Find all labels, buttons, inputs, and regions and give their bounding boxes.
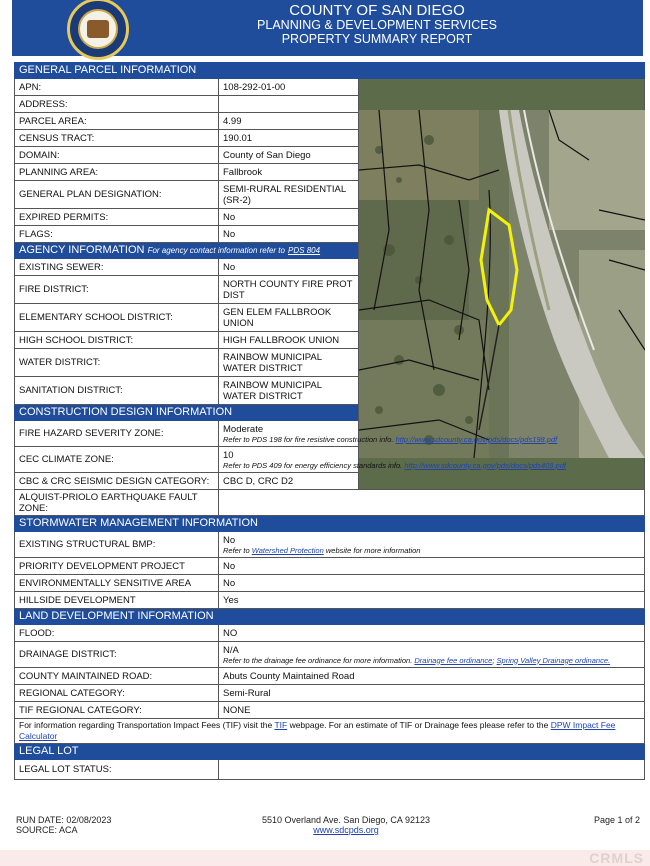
tif-note-mid: webpage. For an estimate of TIF or Drainage fees please refer to the xyxy=(289,720,549,730)
page-number: Page 1 of 2 xyxy=(593,815,640,825)
fire-district-value: NORTH COUNTY FIRE PROT DIST xyxy=(219,276,359,304)
section-stormwater: STORMWATER MANAGEMENT INFORMATION xyxy=(15,516,645,532)
priority-project-label: PRIORITY DEVELOPMENT PROJECT xyxy=(15,558,219,575)
sanitation-district-label: SANITATION DISTRICT: xyxy=(15,377,219,405)
table-row xyxy=(15,719,645,744)
pds-409-link[interactable]: http://www.sdcounty.ca.gov/pds/docs/pds409.pdf xyxy=(404,460,566,470)
crmls-watermark: CRMLS xyxy=(589,850,644,866)
report-header xyxy=(12,0,643,56)
hillside-value: Yes xyxy=(219,592,645,609)
domain-value: County of San Diego xyxy=(219,147,359,164)
seismic-value: CBC D, CRC D2 xyxy=(219,473,645,490)
table-row xyxy=(15,473,645,490)
table-row xyxy=(15,592,645,609)
dpw-calculator-link[interactable]: DPW Impact Fee Calculator xyxy=(19,720,616,741)
office-address: 5510 Overland Ave. San Diego, CA 92123 xyxy=(262,815,430,825)
domain-label: DOMAIN: xyxy=(15,147,219,164)
bmp-note-pre: Refer to xyxy=(223,545,250,555)
flood-label: FLOOD: xyxy=(15,625,219,642)
sensitive-area-label: ENVIRONMENTALLY SENSITIVE AREA xyxy=(15,575,219,592)
county-road-value: Abuts County Maintained Road xyxy=(219,668,645,685)
parcel-area-value: 4.99 xyxy=(219,113,359,130)
seismic-label: CBC & CRC SEISMIC DESIGN CATEGORY: xyxy=(15,473,219,490)
pds-198-link[interactable]: http://www.sdcounty.ca.gov/pds/docs/pds198.pdf xyxy=(395,434,558,444)
parcel-area-label: PARCEL AREA: xyxy=(15,113,219,130)
header-line-1: COUNTY OF SAN DIEGO xyxy=(289,2,465,19)
table-row xyxy=(15,702,645,719)
source: SOURCE: ACA xyxy=(16,825,78,835)
county-seal-logo xyxy=(67,0,129,60)
fire-hazard-value: Moderate xyxy=(223,423,264,435)
planning-area-value: Fallbrook xyxy=(219,164,359,181)
table-row xyxy=(15,575,645,592)
spring-valley-link[interactable]: Spring Valley Drainage ordinance. xyxy=(496,655,611,665)
table-row xyxy=(15,685,645,702)
run-date: RUN DATE: 02/08/2023 xyxy=(16,815,112,825)
agency-section-title: AGENCY INFORMATION xyxy=(19,244,145,256)
watershed-protection-link[interactable]: Watershed Protection xyxy=(251,545,324,555)
drainage-fee-link[interactable]: Drainage fee ordinance xyxy=(414,655,493,665)
bmp-value: No xyxy=(223,534,236,546)
bmp-note-post: website for more information xyxy=(325,545,421,555)
county-road-label: COUNTY MAINTAINED ROAD: xyxy=(15,668,219,685)
water-district-value: RAINBOW MUNICIPAL WATER DISTRICT xyxy=(219,349,359,377)
header-title xyxy=(162,2,592,46)
census-tract-value: 190.01 xyxy=(219,130,359,147)
elementary-district-label: ELEMENTARY SCHOOL DISTRICT: xyxy=(15,304,219,332)
flags-value: No xyxy=(219,226,359,243)
table-row xyxy=(15,490,645,516)
section-land-development: LAND DEVELOPMENT INFORMATION xyxy=(15,609,645,625)
general-plan-label: GENERAL PLAN DESIGNATION: xyxy=(15,181,219,209)
header-line-2: PLANNING & DEVELOPMENT SERVICES xyxy=(257,18,497,32)
cec-climate-note: Refer to PDS 409 for energy efficiency standards info. xyxy=(223,460,403,470)
planning-area-label: PLANNING AREA: xyxy=(15,164,219,181)
bottom-band xyxy=(0,850,650,866)
elementary-district-value: GEN ELEM FALLBROOK UNION xyxy=(219,304,359,332)
sewer-value: No xyxy=(219,259,359,276)
cec-climate-value: 10 xyxy=(223,449,234,461)
legal-lot-status-label: LEGAL LOT STATUS: xyxy=(15,760,219,780)
cec-climate-label: CEC CLIMATE ZONE: xyxy=(15,447,219,473)
fault-zone-value xyxy=(219,490,645,516)
high-school-district-value: HIGH FALLBROOK UNION xyxy=(219,332,359,349)
parcel-map[interactable] xyxy=(359,79,645,490)
table-row xyxy=(15,760,645,780)
table-row xyxy=(15,668,645,685)
tif-category-label: TIF REGIONAL CATEGORY: xyxy=(15,702,219,719)
regional-category-label: REGIONAL CATEGORY: xyxy=(15,685,219,702)
hillside-label: HILLSIDE DEVELOPMENT xyxy=(15,592,219,609)
pds-804-link[interactable]: PDS 804 xyxy=(288,246,321,255)
general-plan-value: SEMI-RURAL RESIDENTIAL (SR-2) xyxy=(219,181,359,209)
high-school-district-label: HIGH SCHOOL DISTRICT: xyxy=(15,332,219,349)
fire-hazard-label: FIRE HAZARD SEVERITY ZONE: xyxy=(15,421,219,447)
table-row xyxy=(15,558,645,575)
table-row xyxy=(15,625,645,642)
address-label: ADDRESS: xyxy=(15,96,219,113)
tif-link[interactable]: TIF xyxy=(274,720,288,730)
sanitation-district-value: RAINBOW MUNICIPAL WATER DISTRICT xyxy=(219,377,359,405)
expired-permits-value: No xyxy=(219,209,359,226)
flood-value: NO xyxy=(219,625,645,642)
census-tract-label: CENSUS TRACT: xyxy=(15,130,219,147)
tif-note-pre: For information regarding Transportation Impact Fees (TIF) visit the xyxy=(19,720,273,730)
aerial-map-image xyxy=(359,110,645,458)
fault-zone-label: ALQUIST-PRIOLO EARTHQUAKE FAULT ZONE: xyxy=(15,490,219,516)
drainage-value: N/A xyxy=(223,644,239,656)
table-row: DRAINAGE DISTRICT: N/A Refer to the drainage fee ordinance for more information. Drainage fee ordinance; Spring Valley Drainage ordinance. xyxy=(15,642,645,668)
address-value xyxy=(219,96,359,113)
section-general-parcel: GENERAL PARCEL INFORMATION xyxy=(15,63,645,79)
sensitive-area-value: No xyxy=(219,575,645,592)
header-line-3: PROPERTY SUMMARY REPORT xyxy=(281,31,473,46)
bmp-label: EXISTING STRUCTURAL BMP: xyxy=(15,532,219,558)
regional-category-value: Semi-Rural xyxy=(219,685,645,702)
table-row xyxy=(15,532,645,558)
expired-permits-label: EXPIRED PERMITS: xyxy=(15,209,219,226)
fire-district-label: FIRE DISTRICT: xyxy=(15,276,219,304)
legal-lot-status-value xyxy=(219,760,645,780)
website-link[interactable]: www.sdcpds.org xyxy=(313,825,379,835)
flags-label: FLAGS: xyxy=(15,226,219,243)
agency-section-note: For agency contact information refer to xyxy=(147,246,285,255)
fire-hazard-note: Refer to PDS 198 for fire resistive construction info. xyxy=(223,434,394,444)
sewer-label: EXISTING SEWER: xyxy=(15,259,219,276)
drainage-label: DRAINAGE DISTRICT: xyxy=(15,642,219,668)
property-summary-table xyxy=(14,62,644,780)
apn-label: APN: xyxy=(15,79,219,96)
section-legal-lot: LEGAL LOT xyxy=(15,744,645,760)
priority-project-value: No xyxy=(219,558,645,575)
tif-category-value: NONE xyxy=(219,702,645,719)
table-row xyxy=(15,79,645,96)
section-construction: CONSTRUCTION DESIGN INFORMATION xyxy=(15,405,645,421)
apn-value: 108-292-01-00 xyxy=(219,79,359,96)
drainage-note: Refer to the drainage fee ordinance for more information. xyxy=(223,655,413,665)
water-district-label: WATER DISTRICT: xyxy=(15,349,219,377)
